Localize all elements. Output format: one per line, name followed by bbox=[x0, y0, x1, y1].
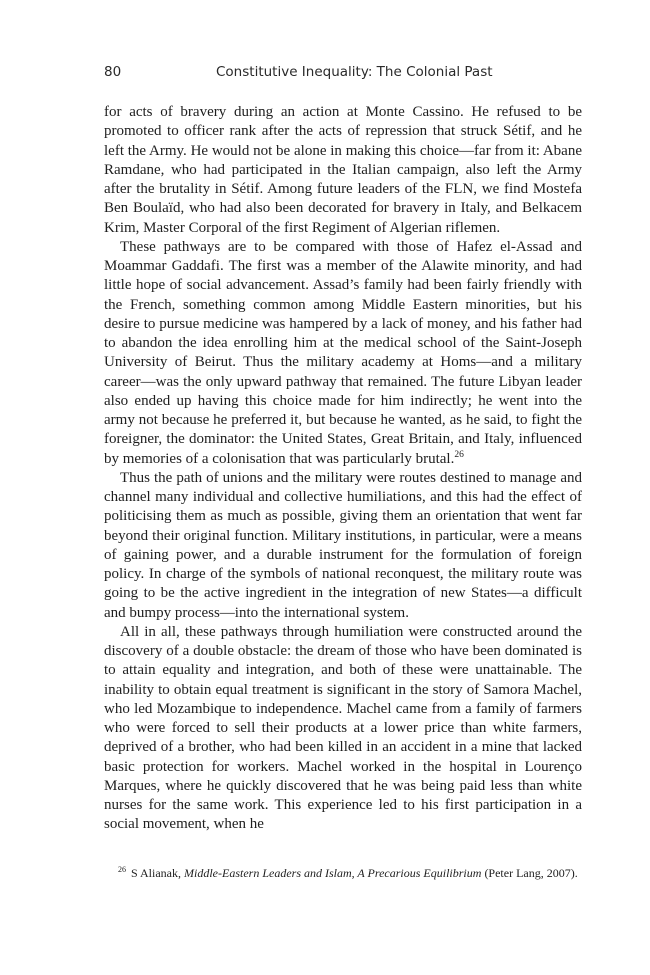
page-number: 80 bbox=[104, 64, 122, 80]
paragraph bbox=[104, 238, 582, 469]
paragraph bbox=[104, 469, 582, 623]
paragraph bbox=[104, 103, 582, 238]
paragraph-text: for acts of bravery during an action at Monte Cassino. He refused to be promoted to officer rank after the acts of repression that struck Sétif, and he left the Army. He would not be alone in making this choice—far from it: Abane Ramdane, who had participated in the Italian campaign, also left the Army after the brutality in Sétif. Among future leaders of the FLN, we find Mostefa Ben Boulaïd, who had also been decorated for bravery in Italy, and Belkacem Krim, Master Corporal of the first Regiment of Algerian riflemen. bbox=[104, 104, 582, 236]
paragraph-text: Thus the path of unions and the military were routes destined to manage and channel many individual and collective humiliations, and this had the effect of politicising them as much as possible, giving them an orientation that went far beyond their original function. Military institutions, in particular, were a means of gaining power, and a durable instrument for the formulation of foreign policy. In charge of the symbols of national reconquest, the military route was going to be the active ingredient in the integration of new States—a difficult and bumpy process—into the international system. bbox=[104, 469, 582, 621]
footnote bbox=[118, 866, 588, 881]
paragraph-text: All in all, these pathways through humiliation were constructed around the discovery of a double obstacle: the dream of those who have been dominated is to attain equality and integration, and both of these were unattainable. The inability to obtain equal treatment is significant in the story of Samora Machel, who led Mozambique to independence. Machel came from a family of farmers who were forced to sell their products at a lower price than white farmers, deprived of a brother, who had been killed in an accident in a mine that lacked basic protection for workers. Machel worked in the hospital in Lourenço Marques, where he quickly discovered that he was being paid less than white nurses for the same work. This experience led to his first participation in a social movement, when he bbox=[104, 623, 582, 833]
footnote-publication: (Peter Lang, 2007). bbox=[481, 866, 578, 880]
paragraph-text: These pathways are to be compared with those of Hafez el-Assad and Moammar Gaddafi. The first was a member of the Alawite minority, and had little hope of social advancement. Assad’s family had been fairly friendly with the French, something common among Middle Eastern minorities, but his desire to pursue medicine was hampered by a lack of money, and his father had to abandon the idea enrolling him at the medical school of the Saint-Joseph University of Beirut. Thus the military academy at Homs—and a military career—was the only upward pathway that remained. The future Libyan leader also ended up having this choice made for him indirectly; he went into the army not because he preferred it, but because he wanted, as he said, to fight the foreigner, the dominator: the United States, Great Britain, and Italy, influenced by memories of a colonisation that was particularly brutal. bbox=[104, 238, 582, 467]
footnote-author: S Alianak, bbox=[131, 866, 184, 880]
footnote-reference[interactable]: 26 bbox=[454, 449, 464, 460]
paragraph bbox=[104, 623, 582, 835]
running-header bbox=[104, 64, 582, 86]
footnote-number: 26 bbox=[118, 865, 126, 874]
footnote-title: Middle-Eastern Leaders and Islam, A Precarious Equilibrium bbox=[184, 866, 482, 880]
main-text bbox=[104, 103, 582, 835]
running-title: Constitutive Inequality: The Colonial Past bbox=[216, 64, 493, 80]
